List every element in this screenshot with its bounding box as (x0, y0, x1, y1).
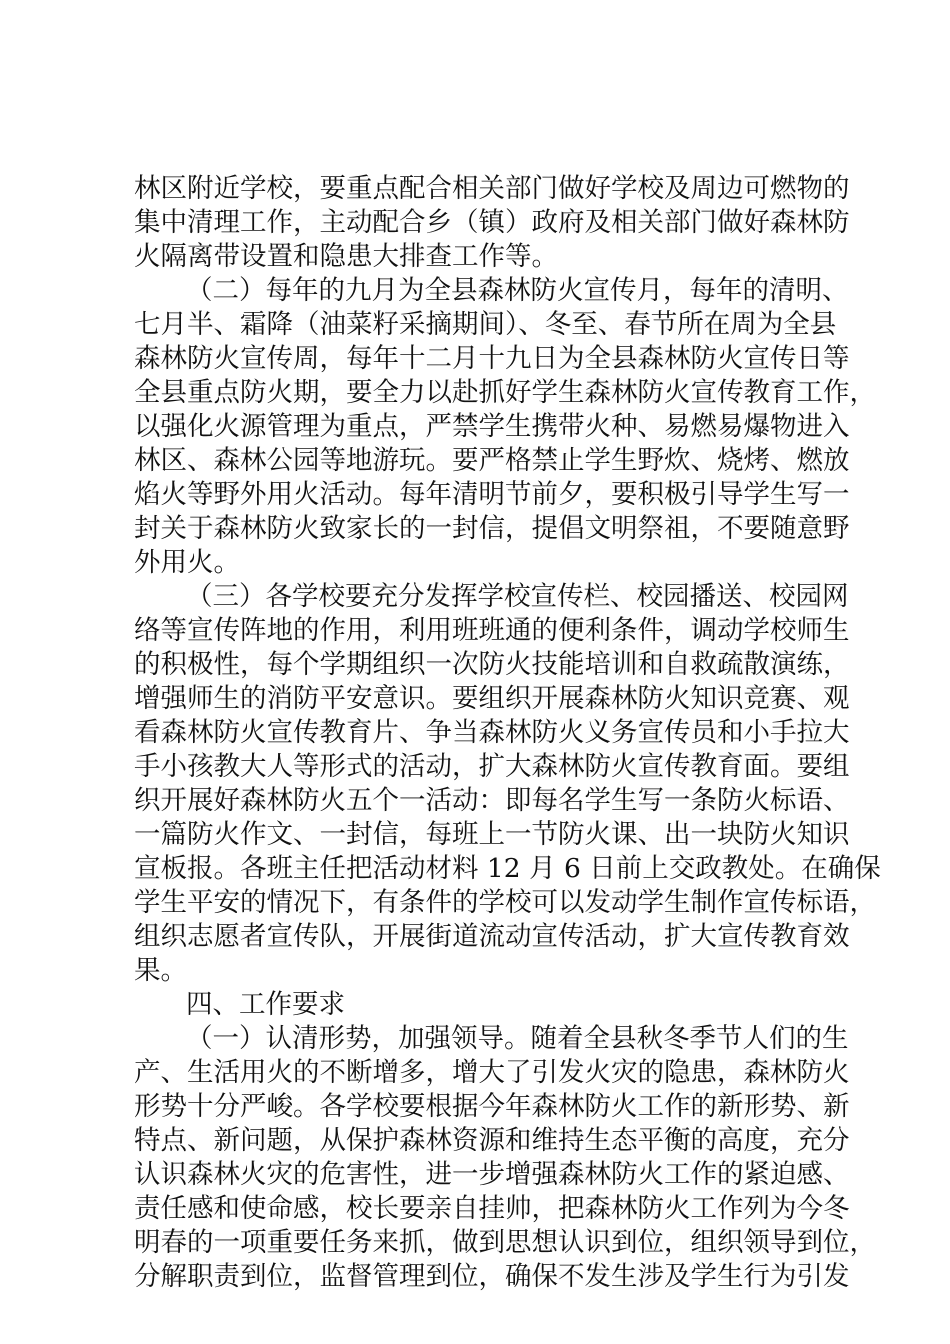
section-heading: 四、工作要求 (186, 989, 345, 1020)
text-line: 林区、森林公园等地游玩。要严格禁止学生野炊、烧烤、燃放 (134, 445, 850, 476)
text-line: 宣板报。各班主任把活动材料 12 月 6 日前上交政教处。在确保 (134, 853, 881, 884)
text-line: 封关于森林防火致家长的一封信，提倡文明祭祖，不要随意野 (134, 513, 850, 544)
text-line: 七月半、霜降（油菜籽采摘期间）、冬至、春节所在周为全县 (134, 309, 837, 340)
text-line: 学生平安的情况下，有条件的学校可以发动学生制作宣传标语， (134, 887, 876, 918)
text-line: 一篇防火作文、一封信，每班上一节防火课、出一块防火知识 (134, 819, 850, 850)
text-line: 组织志愿者宣传队，开展街道流动宣传活动，扩大宣传教育效 (134, 921, 850, 952)
text-line: 特点、新问题，从保护森林资源和维持生态平衡的高度，充分 (134, 1125, 850, 1156)
text-line: 外用火。 (134, 547, 240, 578)
text-line: 增强师生的消防平安意识。要组织开展森林防火知识竞赛、观 (134, 683, 850, 714)
text-line: 明春的一项重要任务来抓，做到思想认识到位，组织领导到位， (134, 1227, 876, 1258)
text-line: 责任感和使命感，校长要亲自挂帅，把森林防火工作列为今冬 (134, 1193, 850, 1224)
text-line: 全县重点防火期，要全力以赴抓好学生森林防火宣传教育工作， (134, 377, 876, 408)
text-line: 手小孩教大人等形式的活动，扩大森林防火宣传教育面。要组 (134, 751, 850, 782)
paragraph-start-line: （二）每年的九月为全县森林防火宣传月，每年的清明、 (186, 275, 849, 306)
text-line: 分解职责到位，监督管理到位，确保不发生涉及学生行为引发 (134, 1261, 850, 1292)
text-line: 集中清理工作，主动配合乡（镇）政府及相关部门做好森林防 (134, 207, 850, 238)
text-line: 络等宣传阵地的作用，利用班班通的便利条件，调动学校师生 (134, 615, 850, 646)
text-line: 认识森林火灾的危害性，进一步增强森林防火工作的紧迫感、 (134, 1159, 850, 1190)
text-line: 看森林防火宣传教育片、争当森林防火义务宣传员和小手拉大 (134, 717, 850, 748)
text-line: 形势十分严峻。各学校要根据今年森林防火工作的新形势、新 (134, 1091, 850, 1122)
text-line: 织开展好森林防火五个一活动：即每名学生写一条防火标语、 (134, 785, 850, 816)
text-line: 以强化火源管理为重点，严禁学生携带火种、易燃易爆物进入 (134, 411, 850, 442)
paragraph-start-line: （一）认清形势，加强领导。随着全县秋冬季节人们的生 (186, 1023, 849, 1054)
text-line: 的积极性，每个学期组织一次防火技能培训和自救疏散演练， (134, 649, 850, 680)
text-line: 果。 (134, 955, 187, 986)
paragraph-start-line: （三）各学校要充分发挥学校宣传栏、校园播送、校园网 (186, 581, 849, 612)
text-line: 林区附近学校，要重点配合相关部门做好学校及周边可燃物的 (134, 173, 850, 204)
text-line: 产、生活用火的不断增多，增大了引发火灾的隐患，森林防火 (134, 1057, 850, 1088)
text-line: 火隔离带设置和隐患大排查工作等。 (134, 241, 558, 272)
text-line: 森林防火宣传周，每年十二月十九日为全县森林防火宣传日等 (134, 343, 850, 374)
text-line: 焰火等野外用火活动。每年清明节前夕，要积极引导学生写一 (134, 479, 850, 510)
